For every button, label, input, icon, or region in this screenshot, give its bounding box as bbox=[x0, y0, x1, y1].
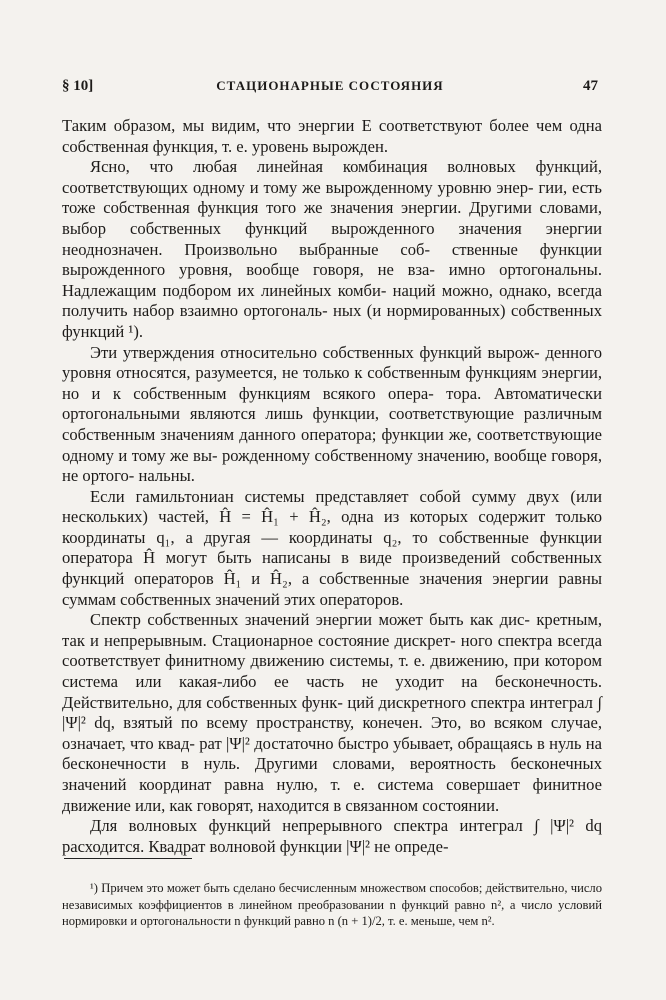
text-line: Таким образом, мы видим, что энергии E соответствуют более bbox=[62, 116, 537, 135]
text-line: пространству, конечен. Это, во всяком случае, означает, что квад- bbox=[62, 713, 602, 753]
page-number: 47 bbox=[583, 78, 598, 94]
text-line: рожденному собственному значению, вообще говоря, не ортого- bbox=[62, 445, 602, 486]
text-line: ∫ |Ψ|² dq расходится. Квадрат волновой функции |Ψ|² не опреде- bbox=[62, 816, 602, 856]
footnote-line: действительно, число независимых коэффициентов в линейном преобразовании n bbox=[62, 881, 602, 912]
text-line: функциям энергии, но и к собственным функциям всякого опера- bbox=[62, 363, 603, 403]
text-line: функции оператора Ĥ могут быть написаны в виде произведений bbox=[62, 527, 602, 568]
text-line: т. е. движению, при котором система или какая-либо ее часть не bbox=[62, 651, 602, 692]
text-line: координат равна нулю, т. е. система совершает финитное движение bbox=[62, 775, 602, 815]
footnote-line: ¹) Причем это может быть сделано бесчисленным множеством способов; bbox=[90, 881, 486, 895]
text-line: ных (и нормированных) собственных функций ¹). bbox=[62, 301, 602, 341]
text-line: соответствующих одному и тому же вырожденному уровню энер- bbox=[62, 177, 539, 197]
footnote-line: функций равно n², а число условий нормировки и ортогональности n функций bbox=[62, 897, 602, 929]
text-line: нальны. bbox=[138, 466, 195, 486]
text-line: Ясно, что любая линейная комбинация волновых функций, bbox=[90, 157, 602, 177]
footnote-line: равно n (n + 1)/2, т. е. меньше, чем n². bbox=[294, 914, 495, 929]
paragraph bbox=[62, 116, 602, 157]
paragraph bbox=[62, 487, 602, 611]
text-line: соответствующие различным собственным значениям данного bbox=[62, 404, 602, 444]
text-line: уходит на бесконечность. Действительно, для собственных функ- bbox=[62, 672, 602, 712]
text-line: только координаты q₁, а другая — координаты q₂, то собственные bbox=[62, 507, 602, 547]
text-line: Если гамильтониан системы представляет собой сумму двух bbox=[90, 486, 571, 506]
text-line: наций можно, однако, всегда получить набор взаимно ортогональ- bbox=[62, 280, 603, 321]
text-line: энергии равны суммам собственных значений этих операторов. bbox=[62, 569, 602, 609]
footnote bbox=[62, 880, 602, 930]
text-line: тора. Автоматически ортогональными являются лишь функции, bbox=[62, 383, 602, 424]
text-line: (или нескольких) частей, Ĥ = Ĥ₁ + Ĥ₂, одна из которых содержит bbox=[62, 486, 602, 527]
text-line: Спектр собственных значений энергии может быть как дис- bbox=[90, 610, 537, 630]
text-line: значения энергии неоднозначен. Произвольно выбранные соб- bbox=[62, 218, 602, 259]
text-line: или, как говорят, находится в связанном состоянии. bbox=[135, 795, 500, 815]
text-line: денного уровня относятся, разумеется, не только к собственным bbox=[62, 342, 602, 383]
text-line: гии, есть тоже собственная функция того же значения энергии. bbox=[62, 177, 603, 218]
text-line: имно ортогональны. Надлежащим подбором их линейных комби- bbox=[62, 260, 602, 300]
paragraph bbox=[62, 343, 602, 487]
paragraph bbox=[62, 157, 602, 342]
text-line: Эти утверждения относительно собственных функций вырож- bbox=[90, 342, 546, 362]
text-line: кретным, так и непрерывным. Стационарное состояние дискрет- bbox=[62, 610, 602, 650]
text-line: ного спектра всегда соответствует финитному движению системы, bbox=[62, 630, 602, 671]
text-line: оператора; функции же, соответствующие одному и тому же вы- bbox=[62, 424, 602, 465]
chapter-title: СТАЦИОНАРНЫЕ СОСТОЯНИЯ bbox=[216, 78, 444, 93]
running-header bbox=[62, 78, 598, 98]
section-number: § 10] bbox=[62, 78, 94, 94]
paragraph bbox=[62, 816, 602, 857]
footnote-divider bbox=[64, 858, 192, 859]
text-line: чем одна собственная функция, т. е. уровень вырожден. bbox=[62, 116, 602, 156]
text-line: рат |Ψ|² достаточно быстро убывает, обращаясь в нуль на бесконечности bbox=[62, 733, 602, 774]
footnote-paragraph bbox=[62, 880, 602, 930]
paragraph bbox=[62, 610, 602, 816]
text-line: собственных функций операторов Ĥ₁ и Ĥ₂, а собственные значения bbox=[62, 548, 602, 589]
text-line: в нуль. Другими словами, вероятность бесконечных значений bbox=[62, 754, 602, 794]
text-line: ций дискретного спектра интеграл ∫ |Ψ|² dq, взятый по всему bbox=[62, 692, 602, 733]
text-line: Для волновых функций непрерывного спектра интеграл bbox=[90, 816, 535, 836]
body-text bbox=[62, 116, 602, 857]
text-line: ственные функции вырожденного уровня, вообще говоря, не вза- bbox=[62, 239, 602, 280]
text-line: Другими словами, выбор собственных функций вырожденного bbox=[62, 198, 602, 238]
